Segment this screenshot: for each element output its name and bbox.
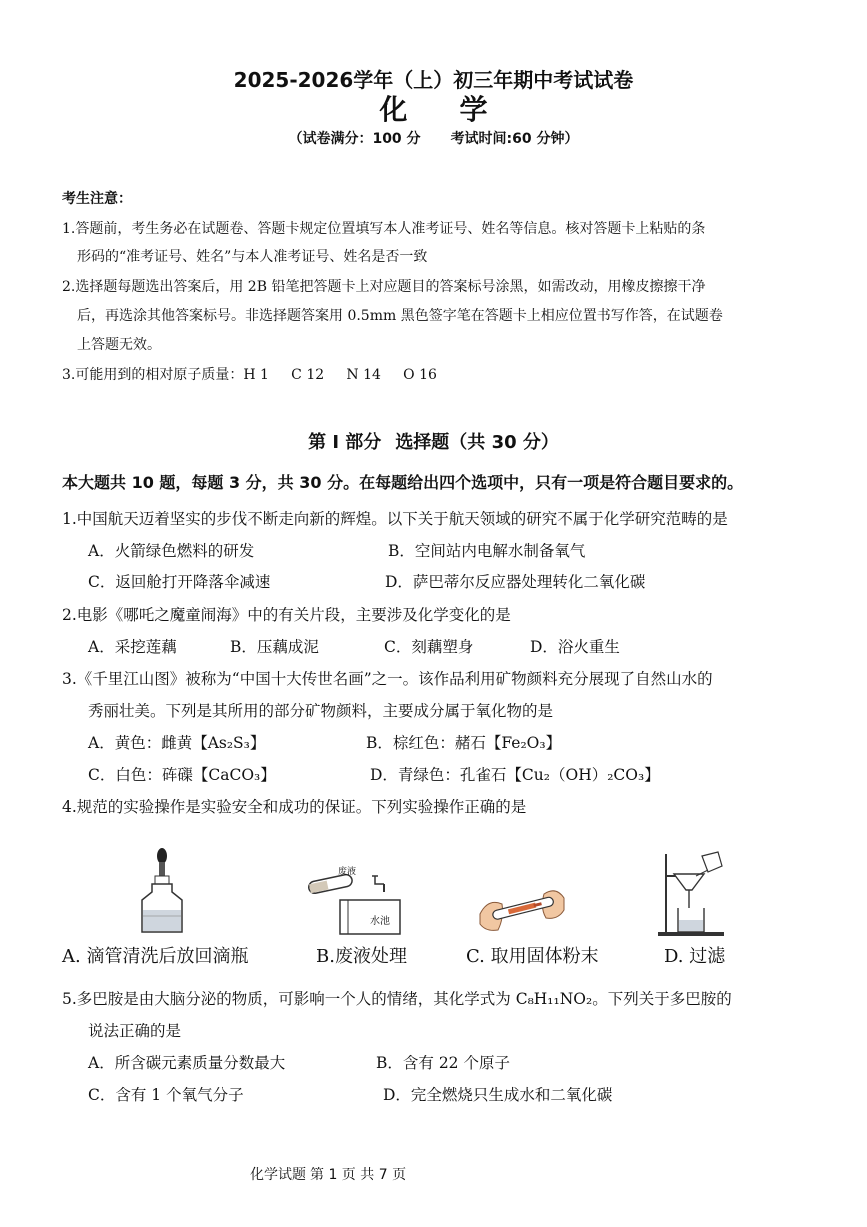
question-5-option-b: B．含有 22 个原子 [376, 1054, 510, 1072]
section-subtitle: 选择题（共 30 分） [395, 432, 559, 453]
question-3-option-d: D．青绿色：孔雀石【Cu₂（OH）₂CO₃】 [370, 766, 660, 784]
section-title: 第 I 部分 [308, 432, 382, 453]
dropper-bottle-icon [134, 846, 190, 936]
question-5-stem-cont: 说法正确的是 [88, 1022, 182, 1040]
question-2-option-b: B．压藕成泥 [230, 638, 319, 656]
exam-time: 考试时间:60 分钟） [450, 131, 579, 147]
question-4-option-b: B.废液处理 [316, 946, 407, 967]
question-3-option-c: C．白色：砗磲【CaCO₃】 [88, 766, 276, 784]
question-5-stem: 5.多巴胺是由大脑分泌的物质，可影响一个人的情绪，其化学式为 C₈H₁₁NO₂。下列关于多巴胺的 [62, 990, 732, 1008]
question-5-option-d: D．完全燃烧只生成水和二氧化碳 [383, 1086, 613, 1104]
question-5-option-c: C．含有 1 个氧气分子 [88, 1086, 244, 1104]
section-instructions: 本大题共 10 题，每题 3 分，共 30 分。在每题给出四个选项中，只有一项是符合题目要求的。 [62, 473, 744, 492]
footer-page-number: 第 1 页 共 7 页 [310, 1167, 407, 1183]
waste-label: 废液 [338, 867, 357, 877]
notice-line: 后，再选涂其他答案标号。非选择题答案用 0.5mm 黑色签字笔在答题卡上相应位置书写作答，在试题卷 [77, 308, 723, 324]
question-4-option-d: D. 过滤 [664, 946, 726, 967]
question-1-option-a: A．火箭绿色燃料的研发 [88, 542, 255, 560]
notice-line: 上答题无效。 [77, 337, 161, 353]
question-3-option-b: B．棕红色：赭石【Fe₂O₃】 [366, 734, 562, 752]
question-1-option-b: B．空间站内电解水制备氧气 [388, 542, 586, 560]
question-4-option-c: C. 取用固体粉末 [466, 946, 599, 967]
question-2-stem: 2.电影《哪吒之魔童闹海》中的有关片段，主要涉及化学变化的是 [62, 606, 511, 624]
question-1-option-c: C．返回舱打开降落伞减速 [88, 573, 271, 591]
page-footer [250, 1164, 406, 1184]
question-3-stem: 3.《千里江山图》被称为“中国十大传世名画”之一。该作品利用矿物颜料充分展现了自然山水的 [62, 670, 713, 688]
filtration-icon [656, 850, 732, 938]
question-2-option-a: A．采挖莲藕 [88, 638, 177, 656]
notice-line: 3.可能用到的相对原子质量：H 1 C 12 N 14 O 16 [62, 367, 437, 383]
question-2-option-d: D．浴火重生 [530, 638, 620, 656]
exam-meta [0, 128, 867, 148]
sink-label: 水池 [370, 916, 390, 927]
question-5-option-a: A．所含碳元素质量分数最大 [88, 1054, 286, 1072]
notice-line: 形码的“准考证号、姓名”与本人准考证号、姓名是否一致 [77, 249, 428, 265]
notice-line: 1.答题前，考生务必在试题卷、答题卡规定位置填写本人准考证号、姓名等信息。核对答题卡上粘贴的条 [62, 221, 706, 237]
exam-title: 2025-2026学年（上）初三年期中考试试卷 [233, 68, 634, 92]
waste-sink-icon [300, 862, 406, 936]
question-1-option-d: D．萨巴蒂尔反应器处理转化二氧化碳 [385, 573, 646, 591]
question-4-stem: 4.规范的实验操作是实验安全和成功的保证。下列实验操作正确的是 [62, 798, 527, 816]
test-tube-hands-icon [474, 878, 570, 936]
notice-line: 2.选择题每题选出答案后，用 2B 铅笔把答题卡上对应题目的答案标号涂黑，如需改动，用橡皮擦擦干净 [62, 279, 706, 295]
question-3-stem-cont: 秀丽壮美。下列是其所用的部分矿物颜料，主要成分属于氧化物的是 [88, 702, 554, 720]
question-1-stem: 1.中国航天迈着坚实的步伐不断走向新的辉煌。以下关于航天领域的研究不属于化学研究范畴的是 [62, 510, 728, 528]
full-score: （试卷满分：100 分 [288, 131, 421, 147]
notice-heading: 考生注意： [62, 191, 132, 207]
question-2-option-c: C．刻藕塑身 [384, 638, 474, 656]
section-heading [0, 428, 867, 454]
subject-title: 化学 [379, 93, 540, 126]
question-3-option-a: A．黄色：雌黄【As₂S₃】 [88, 734, 266, 752]
footer-subject: 化学试题 [250, 1167, 306, 1183]
question-4-option-a: A. 滴管清洗后放回滴瓶 [62, 946, 249, 967]
